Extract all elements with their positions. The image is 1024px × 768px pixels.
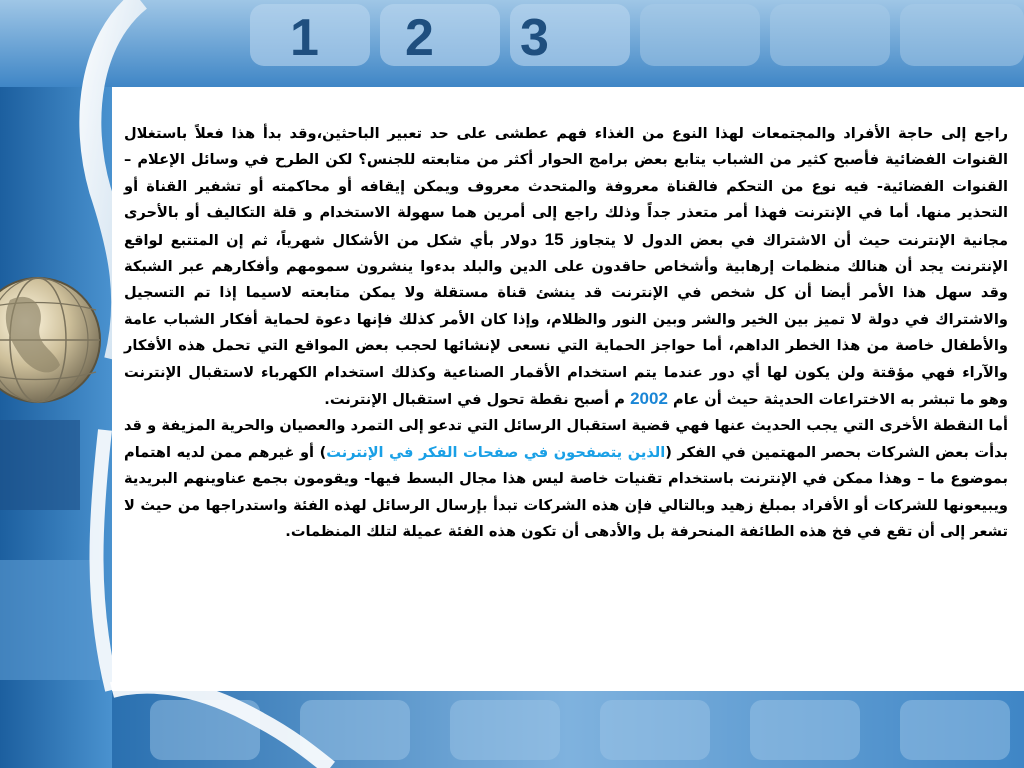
paragraph-1-text-b: دولار بأي شكل من الأشكال شهرياً، ثم إن المتتبع لواقع الإنترنت يجد أن هنالك منظمات إرهابية وأشخاص حاقدون على الدين والبلد بدءوا ينشرون سمومهم وأفكارهم عبر الشبكة وقد سهل هذا الأمر أيضا أن كل شخص في الإنترنت قد ينشئ قناة مستقلة ولا يمكن متابعته لاسيما إذا تم التسجيل والاشتراك في دولة لا تميز بين الخير والشر وبين النور والظلام، وإذا كان الأمر كذلك فإنها دعوة لحماية أفكار الشباب عامة والأطفال خاصة من هذا الخطر الداهم، أما حواجز الحماية التي نسعى لإنشائها لحجب بعض المواقع التي تحمل هذه الأفكار والآراء فهي مؤقتة ولن يكون لها أي دور عندما يتم استخدام الأقمار الصناعية وكذلك استخدام الكهرباء لاستقبال الإنترنت وهو ما تبشر به الاختراعات الحديثة حيث أن عام bbox=[124, 231, 1008, 409]
paragraph-2 bbox=[124, 413, 1008, 545]
highlighted-link-text[interactable]: الذين يتصفحون في صفحات الفكر في الإنترنت bbox=[326, 443, 666, 461]
year-2002: 2002 bbox=[630, 389, 668, 409]
paragraph-1-text-a: راجع إلى حاجة الأفراد والمجتمعات لهذا النوع من الغذاء فهم عطشى على حد تعبير الباحثين،وقد بدأ هذا فعلاً باستغلال القنوات الفضائية فأصبح كثير من الشباب يتابع بعض برامج الحوار أكثر من متابعته للجنس؟ لكن الطرح في وسائل الإعلام – القنوات الفضائية- فيه نوع من التحكم فالقناة معروفة والمتحدث معروف ويمكن إيقافه أو محاكمته أو تشفير القناة أو التحذير منها. أما في الإنترنت فهذا أمر متعذر جداً وذلك راجع إلى أمرين هما سهولة الاستخدام و قلة التكاليف أو بالأحرى مجانية الإنترنت حيث أن الاشتراك في بعض الدول لا يتجاوز bbox=[124, 125, 1008, 249]
paragraph-2-text-b: ) أو غيرهم ممن لديه اهتمام بموضوع ما – وهذا ممكن في الإنترنت باستخدام تقنيات خاصة ليس هذا مجال البسط فيها- ويقومون بجمع عناوينهم البريدية ويبيعونها للشركات أو الأفراد بمبلغ زهيد وبالتالي فإن هذه الشركات تبدأ بإرسال الرسائل لهذه الفئة واستدراجها من حيث لا تشعر إلى أن تقع في فخ هذه الطائفة المنحرفة بل والأدهى أن تكون هذه الفئة عميلة لتلك المنظمات. bbox=[124, 443, 1008, 541]
paragraph-1 bbox=[124, 121, 1008, 413]
paragraph-2-text-a: أما النقطة الأخرى التي يجب الحديث عنها فهي قضية استقبال الرسائل التي تدعو إلى التمرد والعصيان والحرية المزيفة و قد بدأت بعض الشركات بحصر المهتمين في الفكر ( bbox=[124, 417, 1008, 461]
digit-3: 3 bbox=[520, 9, 549, 67]
digit-1: 1 bbox=[290, 9, 319, 67]
header-digits bbox=[280, 6, 600, 66]
article-body bbox=[124, 121, 1008, 546]
digit-2: 2 bbox=[405, 9, 434, 67]
number-15: 15 bbox=[544, 229, 564, 249]
paragraph-1-text-c: م أصبح نقطة تحول في استقبال الإنترنت. bbox=[324, 391, 625, 409]
